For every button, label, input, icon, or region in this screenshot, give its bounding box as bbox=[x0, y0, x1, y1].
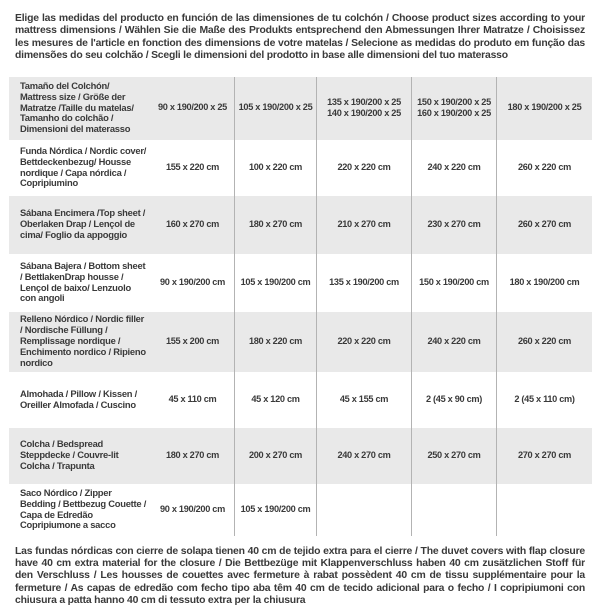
product-size-cell bbox=[234, 254, 316, 312]
product-size-cell bbox=[316, 428, 411, 484]
table-row bbox=[9, 254, 592, 312]
product-size-cell bbox=[234, 372, 316, 428]
product-size-cell bbox=[496, 140, 592, 196]
size-value-line: 2 (45 x 110 cm) bbox=[514, 394, 574, 406]
size-value-line: 240 x 220 cm bbox=[427, 162, 480, 174]
size-value-line: 90 x 190/200 x 25 bbox=[158, 102, 227, 114]
product-size-cell bbox=[151, 140, 234, 196]
size-value-line: 150 x 190/200 x 25 bbox=[417, 97, 491, 109]
product-size-cell bbox=[316, 312, 411, 372]
product-row-label: Saco Nórdico / Zipper Bedding / Bettbezug Couette / Capa de Edredão Copripiumone a sacco bbox=[9, 484, 151, 536]
product-row-label: Colcha / Bedspread Steppdecke / Couvre-lit Colcha / Trapunta bbox=[9, 428, 151, 484]
size-value-line: 105 x 190/200 cm bbox=[241, 277, 311, 289]
mattress-size-cell bbox=[411, 77, 496, 140]
mattress-size-cell bbox=[234, 77, 316, 140]
table-row bbox=[9, 372, 592, 428]
size-value-line: 270 x 270 cm bbox=[518, 450, 571, 462]
product-size-cell bbox=[151, 428, 234, 484]
size-value-line: 135 x 190/200 x 25 bbox=[327, 97, 401, 109]
table-row bbox=[9, 196, 592, 254]
product-size-cell bbox=[496, 196, 592, 254]
size-value-line: 160 x 270 cm bbox=[166, 219, 219, 231]
size-value-line: 180 x 220 cm bbox=[249, 336, 302, 348]
product-row-label: Sábana Bajera / Bottom sheet / BettlakenDrap housse / Lençol de baixo/ Lenzuolo con angoli bbox=[9, 254, 151, 312]
mattress-size-cell bbox=[496, 77, 592, 140]
product-size-cell bbox=[411, 312, 496, 372]
product-size-cell bbox=[496, 428, 592, 484]
product-size-cell bbox=[316, 254, 411, 312]
size-value-line: 230 x 270 cm bbox=[427, 219, 480, 231]
size-value-line: 240 x 270 cm bbox=[337, 450, 390, 462]
product-size-cell bbox=[316, 484, 411, 536]
product-size-cell bbox=[151, 196, 234, 254]
size-value-line: 220 x 220 cm bbox=[337, 162, 390, 174]
size-value-line: 105 x 190/200 cm bbox=[241, 504, 311, 516]
size-value-line: 260 x 220 cm bbox=[518, 336, 571, 348]
product-size-cell bbox=[234, 312, 316, 372]
size-value-line: 2 (45 x 90 cm) bbox=[426, 394, 482, 406]
product-size-cell bbox=[234, 484, 316, 536]
footnote-text: Las fundas nórdicas con cierre de solapa tienen 40 cm de tejido extra para el cierre / The duvet covers with flap closure have 40 cm extra material for the closure / Die Bettbezüge mit Klappenverschluss haben 40 cm zusätzlichen Stoff für den Verschluss / Les housses de couettes avec fermeture à rabat possèdent 40 cm de tissu supplémentaire pour la fermeture / As capas de edredão com fecho tipo aba têm 40 cm de tecido adicional para o fecho / I copripiumoni con chiusura a patta hanno 40 cm di tessuto extra per la chiusura bbox=[15, 536, 585, 607]
mattress-size-cell bbox=[151, 77, 234, 140]
product-size-cell bbox=[151, 372, 234, 428]
product-row-label: Funda Nórdica / Nordic cover/ Bettdeckenbezug/ Housse nordique / Capa nórdica / Copripiumino bbox=[9, 140, 151, 196]
size-value-line: 140 x 190/200 x 25 bbox=[327, 108, 401, 120]
size-value-line: 45 x 120 cm bbox=[251, 394, 299, 406]
mattress-size-cell bbox=[316, 77, 411, 140]
size-value-line: 100 x 220 cm bbox=[249, 162, 302, 174]
product-size-cell bbox=[411, 372, 496, 428]
size-value-line: 150 x 190/200 cm bbox=[419, 277, 489, 289]
product-row-label: Sábana Encimera /Top sheet / Oberlaken Drap / Lençol de cima/ Foglio da appoggio bbox=[9, 196, 151, 254]
mattress-size-header-label: Tamaño del Colchón/ Mattress size / Größe der Matratze /Taille du matelas/ Tamanho do colchão / Dimensioni del materasso bbox=[9, 77, 151, 140]
intro-text: Elige las medidas del producto en función de las dimensiones de tu colchón / Choose product sizes according to your mattress dimensions / Wählen Sie die Maße des Produkts entsprechend den Abmessungen Ihrer Matratze / Choisissez les mesures de l'article en fonction des dimensions de votre matelas / Selecione as medidas do produto em função das dimensões do seu colchão / Scegli le dimensioni del prodotto in base alle dimensioni del tuo materasso bbox=[15, 0, 585, 63]
product-size-cell bbox=[411, 140, 496, 196]
product-size-cell bbox=[496, 372, 592, 428]
table-row bbox=[9, 140, 592, 196]
product-size-cell bbox=[316, 372, 411, 428]
product-size-cell bbox=[234, 428, 316, 484]
product-size-cell bbox=[151, 484, 234, 536]
product-size-cell bbox=[234, 196, 316, 254]
table-row bbox=[9, 484, 592, 536]
product-row-label: Relleno Nórdico / Nordic filler / Nordische Füllung / Remplissage nordique / Enchimento nordico / Ripieno nordico bbox=[9, 312, 151, 372]
product-size-cell bbox=[411, 196, 496, 254]
size-value-line: 160 x 190/200 x 25 bbox=[417, 108, 491, 120]
size-value-line: 180 x 190/200 cm bbox=[510, 277, 580, 289]
size-value-line: 200 x 270 cm bbox=[249, 450, 302, 462]
size-value-line: 260 x 220 cm bbox=[518, 162, 571, 174]
product-size-cell bbox=[316, 196, 411, 254]
product-size-cell bbox=[411, 484, 496, 536]
size-value-line: 105 x 190/200 x 25 bbox=[239, 102, 313, 114]
product-size-cell bbox=[411, 428, 496, 484]
size-value-line: 45 x 155 cm bbox=[340, 394, 388, 406]
size-value-line: 155 x 220 cm bbox=[166, 162, 219, 174]
size-value-line: 90 x 190/200 cm bbox=[160, 504, 225, 516]
product-size-cell bbox=[151, 254, 234, 312]
product-size-cell bbox=[411, 254, 496, 312]
table-row bbox=[9, 428, 592, 484]
size-value-line: 135 x 190/200 cm bbox=[329, 277, 399, 289]
size-value-line: 180 x 190/200 x 25 bbox=[508, 102, 582, 114]
product-size-cell bbox=[234, 140, 316, 196]
table-row bbox=[9, 312, 592, 372]
size-value-line: 45 x 110 cm bbox=[169, 394, 217, 406]
product-size-cell bbox=[496, 484, 592, 536]
size-value-line: 90 x 190/200 cm bbox=[160, 277, 225, 289]
product-row-label: Almohada / Pillow / Kissen / Oreiller Almofada / Cuscino bbox=[9, 372, 151, 428]
size-value-line: 260 x 270 cm bbox=[518, 219, 571, 231]
size-value-line: 210 x 270 cm bbox=[337, 219, 390, 231]
size-table bbox=[9, 77, 592, 536]
product-size-cell bbox=[151, 312, 234, 372]
size-value-line: 220 x 220 cm bbox=[337, 336, 390, 348]
size-value-line: 250 x 270 cm bbox=[427, 450, 480, 462]
size-value-line: 155 x 200 cm bbox=[166, 336, 219, 348]
size-value-line: 180 x 270 cm bbox=[166, 450, 219, 462]
product-size-cell bbox=[496, 254, 592, 312]
size-value-line: 240 x 220 cm bbox=[427, 336, 480, 348]
size-value-line: 180 x 270 cm bbox=[249, 219, 302, 231]
table-header-row bbox=[9, 77, 592, 140]
product-size-cell bbox=[496, 312, 592, 372]
product-size-cell bbox=[316, 140, 411, 196]
